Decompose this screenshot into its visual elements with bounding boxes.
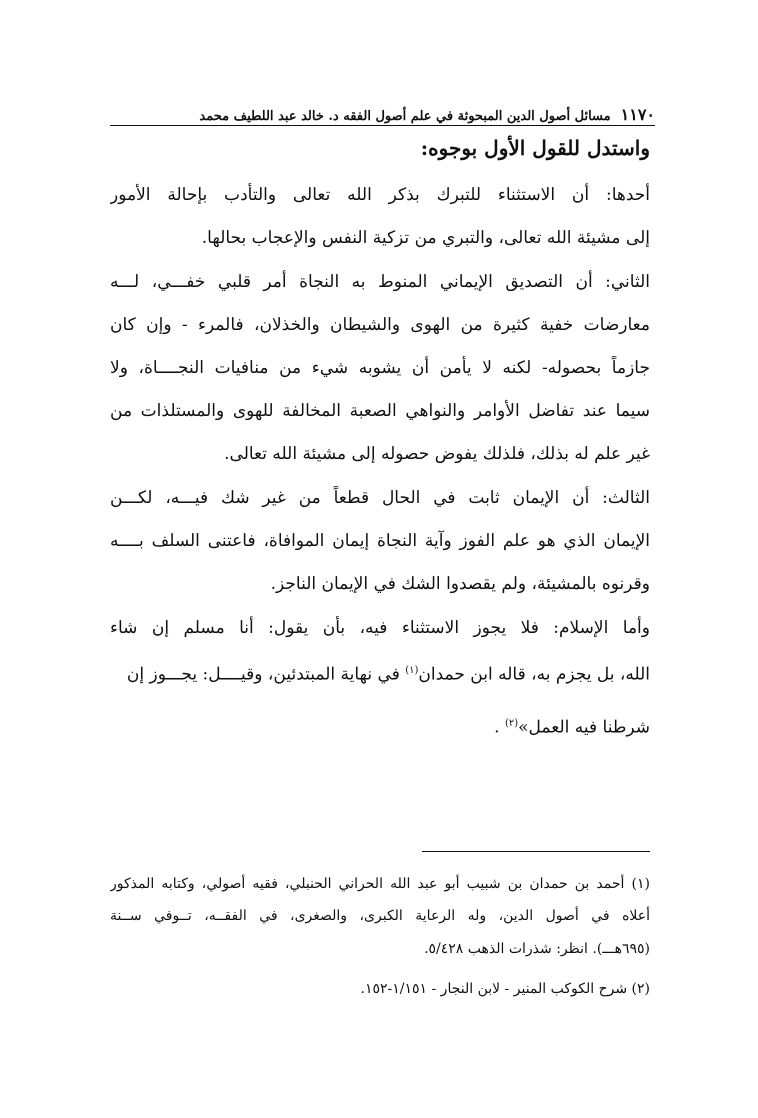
- body-line: أحدها: أن الاستثناء للتبرك بذكر الله تعالى والتأدب بإحالة الأمور: [110, 185, 650, 205]
- header-divider: [110, 125, 655, 126]
- footnote-line: أعلاه في أصول الدين، وله الرعاية الكبرى، والصغرى، في الفقــه، تــوفي ســنة: [110, 908, 650, 924]
- body-text: .: [494, 717, 500, 738]
- footnote-line: (٦٩٥هـــ). انظر: شذرات الذهب ٥/٤٢٨.: [424, 941, 650, 957]
- running-header: [110, 100, 655, 124]
- body-line: إلى مشيئة الله تعالى، والتبري من تزكية النفس والإعجاب بحالها.: [201, 228, 650, 248]
- body-line-with-footnote: [110, 712, 650, 740]
- footnote-ref-2: (٢): [504, 718, 519, 729]
- footnote-ref-1: (١): [405, 665, 419, 676]
- footnote-divider: [422, 851, 650, 852]
- body-line: الإيمان الذي هو علم الفوز وآية النجاة إيمان الموافاة، فاعتنى السلف بــــه: [110, 531, 650, 551]
- page-number: ١١٧٠: [620, 105, 655, 124]
- body-line: وقرنوه بالمشيئة، ولم يقصدوا الشك في الإيمان الناجز.: [270, 574, 650, 594]
- body-line: غير علم له بذلك، فلذلك يفوض حصوله إلى مشيئة الله تعالى.: [224, 444, 650, 464]
- body-line-with-footnote: [110, 659, 650, 687]
- body-line: الثاني: أن التصديق الإيماني المنوط به النجاة أمر قلبي خفـــي، لـــه: [110, 272, 650, 292]
- footnote-line: (١) أحمد بن حمدان بن شبيب أبو عبد الله الحراني الحنبلي، فقيه أصولي، وكتابه المذكور: [110, 876, 650, 892]
- footnote-line: (٢) شرح الكوكب المنير - لابن النجار - ١/١٥١-١٥٢.: [360, 981, 650, 997]
- body-line: وأما الإسلام: فلا يجوز الاستثناء فيه، بأن يقول: أنا مسلم إن شاء: [110, 618, 650, 638]
- body-text: شرطنا فيه العمل»: [518, 717, 650, 738]
- body-line: سيما عند تفاضل الأوامر والنواهي الصعبة المخالفة للهوى والمستلذات من: [110, 401, 650, 421]
- running-title: مسائل أصول الدين المبحوثة في علم أصول الفقه د. خالد عبد اللطيف محمد: [199, 109, 611, 124]
- section-heading: واستدل للقول الأول بوجوه:: [420, 136, 650, 160]
- body-text: في نهاية المبتدئين، وقيــــل: يجـــوز إن: [126, 664, 400, 685]
- body-line: جازماً بحصوله- لكنه لا يأمن أن يشوبه شيء من منافيات النجــــاة، ولا: [110, 358, 650, 378]
- body-line: الثالث: أن الإيمان ثابت في الحال قطعاً من غير شك فيـــه، لكـــن: [110, 488, 650, 508]
- body-text: الله، بل يجزم به، قاله ابن حمدان: [418, 664, 650, 685]
- body-line: معارضات خفية كثيرة من الهوى والشيطان والخذلان، فالمرء - وإن كان: [110, 315, 650, 335]
